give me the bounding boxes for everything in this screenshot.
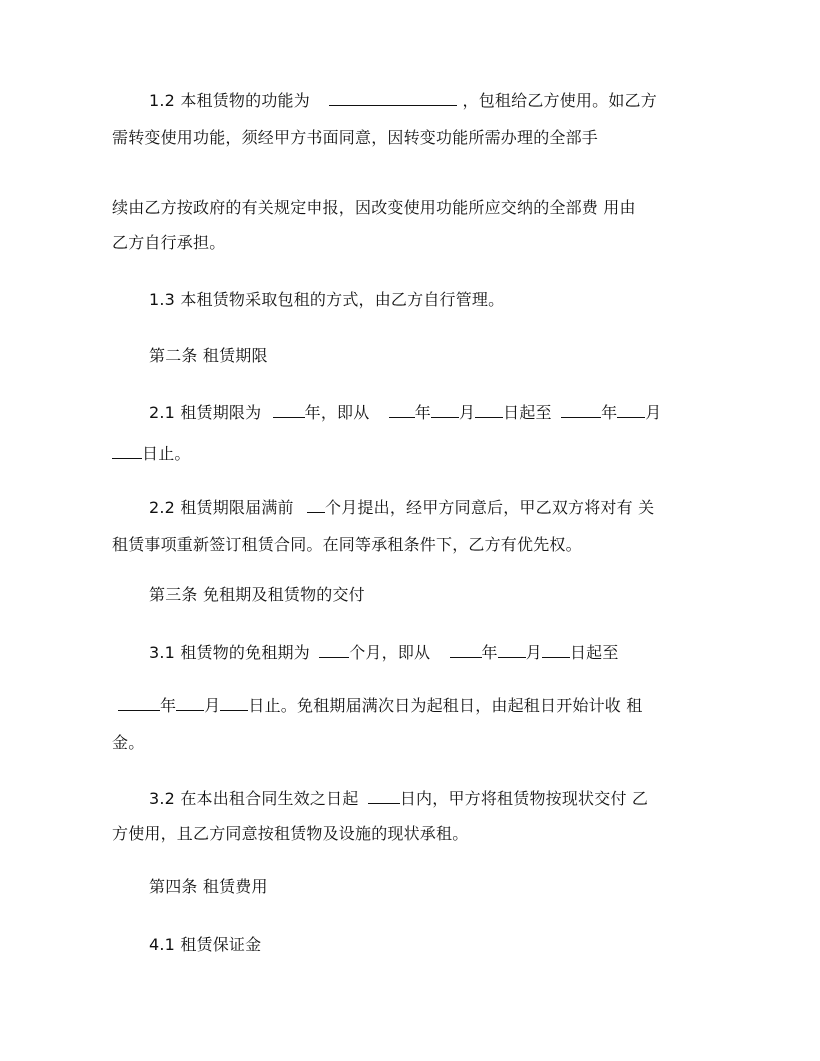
clause-1-2-line-2 [112, 128, 598, 148]
blank-field-start-month [431, 402, 459, 418]
text: 个月，即从 [349, 643, 431, 662]
text: 需转变使用功能，须经甲方书面同意，因转变功能所需办理的全部手 [112, 128, 599, 147]
blank-field-function [329, 90, 457, 106]
text: 年 [601, 403, 618, 422]
blank-field-start-year [389, 402, 415, 418]
text: 个月提出，经甲方同意后，甲乙双方将对有 关 [325, 498, 655, 517]
text: 1.3 本租赁物采取包租的方式，由乙方自行管理。 [149, 290, 505, 309]
text: 月 [645, 403, 662, 422]
blank-field-end-day [112, 443, 142, 459]
clause-1-3 [149, 290, 504, 310]
heading-text: 第二条 租赁期限 [149, 346, 268, 365]
text: 年，即从 [304, 403, 370, 422]
text: 金。 [112, 733, 145, 752]
clause-2-2-line-2 [112, 535, 582, 555]
text: 1.2 本租赁物的功能为 [149, 91, 310, 110]
clause-1-2-line-1 [149, 90, 657, 111]
text: 2.1 租赁期限为 [149, 403, 262, 422]
text: 日起至 [503, 403, 552, 422]
text: 月 [458, 403, 476, 422]
text: 日止。 [142, 444, 191, 463]
clause-3-1-line-3 [112, 733, 144, 753]
text: 日起至 [569, 643, 619, 662]
text: 租赁事项重新签订租赁合同。在同等承租条件下，乙方有优先权。 [112, 535, 582, 554]
text: 方使用，且乙方同意按租赁物及设施的现状承租。 [112, 824, 469, 843]
text: 2.2 租赁期限届满前 [149, 498, 294, 517]
heading-text: 第三条 免租期及租赁物的交付 [149, 585, 365, 604]
blank-field-free-months [319, 642, 349, 658]
text: 年 [414, 403, 431, 422]
text: 年 [160, 696, 177, 715]
text: 年 [481, 643, 498, 662]
text: ，包租给乙方使用。如乙方 [462, 91, 657, 110]
blank-field-end-year [561, 402, 601, 418]
text: 乙方自行承担。 [112, 233, 226, 252]
blank-field-free-end-year [118, 695, 160, 711]
blank-field-end-month [617, 402, 645, 418]
clause-3-1-line-2 [118, 695, 643, 716]
blank-field-start-day [475, 402, 503, 418]
clause-2-1-line-1 [149, 402, 661, 423]
text: 月 [204, 696, 221, 715]
article-3-heading [149, 585, 365, 605]
blank-field-years [273, 402, 305, 418]
clause-4-1 [149, 935, 261, 955]
blank-field-delivery-days [368, 788, 400, 804]
text: 日止。免租期届满次日为起租日，由起租日开始计收 租 [248, 696, 643, 715]
text: 月 [525, 643, 542, 662]
article-4-heading [149, 877, 268, 897]
text: 续由乙方按政府的有关规定申报，因改变使用功能所应交纳的全部费 用由 [112, 198, 636, 217]
clause-2-2-line-1 [149, 497, 654, 518]
text: 4.1 租赁保证金 [149, 935, 262, 954]
clause-3-1-line-1 [149, 642, 619, 663]
text: 3.1 租赁物的免租期为 [149, 643, 310, 662]
blank-field-free-end-day [220, 695, 248, 711]
text: 日内，甲方将租赁物按现状交付 乙 [399, 789, 649, 808]
blank-field-free-start-day [542, 642, 570, 658]
clause-1-2-line-4 [112, 233, 225, 253]
blank-field-free-end-month [176, 695, 204, 711]
clause-2-1-line-2 [112, 443, 191, 464]
text: 3.2 在本出租合同生效之日起 [149, 789, 359, 808]
heading-text: 第四条 租赁费用 [149, 877, 268, 896]
blank-field-months-notice [307, 497, 325, 513]
clause-3-2-line-1 [149, 788, 648, 809]
blank-field-free-start-month [498, 642, 526, 658]
article-2-heading [149, 346, 268, 366]
clause-1-2-line-3 [112, 198, 636, 218]
blank-field-free-start-year [450, 642, 482, 658]
clause-3-2-line-2 [112, 824, 468, 844]
